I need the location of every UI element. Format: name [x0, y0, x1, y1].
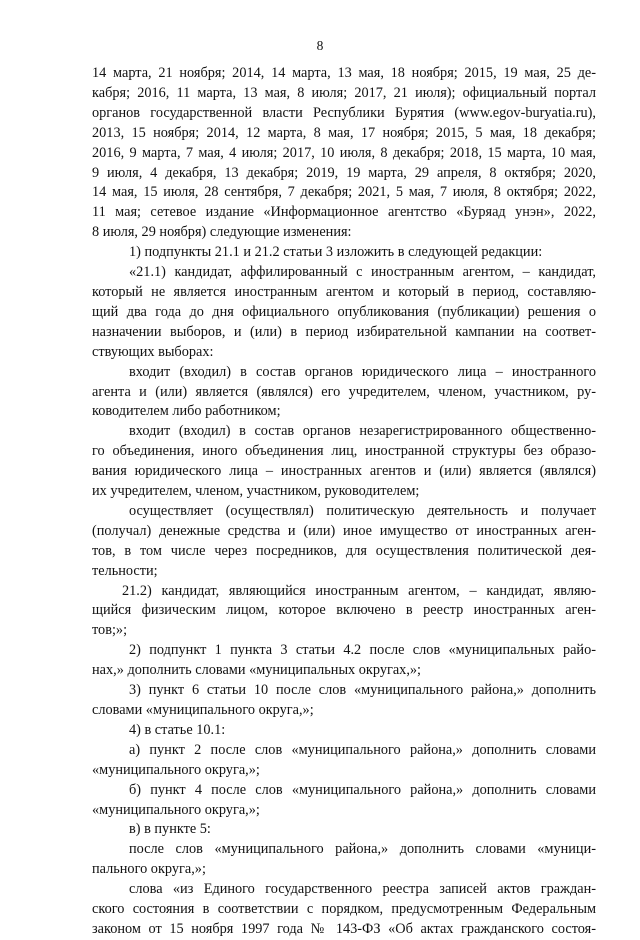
- text-line: в) в пункте 5:: [129, 821, 211, 838]
- text-line: го объединения, иного объединения лиц, иностранной структуры без образо-: [92, 443, 596, 460]
- text-line: кабря; 2016, 11 марта, 13 мая, 8 июля; 2017, 21 июля); официальный портал: [92, 84, 596, 101]
- text-line: входит (входил) в состав органов незарегистрированного общественно-: [129, 423, 596, 440]
- document-body: [92, 64, 596, 940]
- text-line: тов;»;: [92, 622, 128, 639]
- text-line: 4) в статье 10.1:: [129, 721, 226, 738]
- text-line: тов, в том числе через посредников, для осуществления политической дея-: [92, 542, 596, 559]
- text-line: щий два года до дня официального опубликования (публикации) решения о: [92, 303, 596, 320]
- text-line: вания юридического лица – иностранных агентов и (или) является (являлся): [92, 463, 596, 480]
- text-line: 1) подпункты 21.1 и 21.2 статьи 3 изложить в следующей редакции:: [129, 244, 543, 261]
- text-line: 14 мая, 15 июля, 28 сентября, 7 декабря; 2021, 5 мая, 7 июля, 8 октября; 2022,: [92, 184, 596, 201]
- page-number: 8: [316, 38, 324, 53]
- text-line: входит (входил) в состав органов юридического лица – иностранного: [129, 363, 596, 380]
- text-line: щийся физическим лицом, которое включено в реестр иностранных аген-: [92, 602, 596, 619]
- text-line: слова «из Единого государственного реестра записей актов граждан-: [129, 881, 596, 898]
- text-line: пального округа,»;: [92, 861, 206, 878]
- text-line: нах,» дополнить словами «муниципальных округах,»;: [92, 662, 422, 679]
- text-line: «21.1) кандидат, аффилированный с иностранным агентом, – кандидат,: [129, 264, 596, 281]
- text-line: органов государственной власти Республики Бурятия (www.egov-buryatia.ru),: [92, 104, 596, 121]
- text-line: ководителем либо работником;: [92, 403, 281, 420]
- text-line: 3) пункт 6 статьи 10 после слов «муниципального района,» дополнить: [129, 682, 596, 699]
- text-line: 2013, 15 ноября; 2014, 12 марта, 8 мая, 17 ноября; 2015, 5 мая, 18 декабря;: [92, 124, 596, 141]
- text-line: назначении выборов, и (или) в период избирательной кампании на соответ-: [92, 323, 596, 340]
- text-line: 9 июля, 4 декабря, 13 декабря; 2019, 19 марта, 29 апреля, 8 октября; 2020,: [92, 164, 596, 181]
- text-line: б) пункт 4 после слов «муниципального района,» дополнить словами: [129, 781, 596, 798]
- text-line: законом от 15 ноября 1997 года № 143-ФЗ «Об актах гражданского состоя-: [92, 920, 596, 937]
- text-line: их учредителем, членом, участником, руководителем;: [92, 483, 420, 500]
- text-line: (получал) денежные средства и (или) иное имущество от иностранных аген-: [92, 522, 596, 539]
- text-line: ского состояния в соответствии с порядком, предусмотренным Федеральным: [92, 901, 596, 918]
- text-line: 11 мая; сетевое издание «Информационное агентство «Буряад унэн», 2022,: [92, 204, 596, 221]
- text-line: тельности;: [92, 562, 158, 579]
- text-line: 2) подпункт 1 пункта 3 статьи 4.2 после слов «муниципальных райо-: [129, 642, 596, 659]
- text-line: агента и (или) является (являлся) его учредителем, членом, участником, ру-: [92, 383, 596, 400]
- text-line: а) пункт 2 после слов «муниципального района,» дополнить словами: [129, 741, 596, 758]
- text-line: 14 марта, 21 ноября; 2014, 14 марта, 13 мая, 18 ноября; 2015, 19 мая, 25 де-: [92, 65, 596, 81]
- text-line: осуществляет (осуществлял) политическую деятельность и получает: [129, 502, 596, 519]
- text-line: после слов «муниципального района,» дополнить словами «муници-: [129, 841, 596, 858]
- text-line: который не является иностранным агентом и который в период, составляю-: [92, 283, 596, 300]
- text-line: словами «муниципального округа,»;: [92, 702, 314, 718]
- text-line: 2016, 9 марта, 7 мая, 4 июля; 2017, 10 июля, 8 декабря; 2018, 15 марта, 10 мая,: [92, 144, 596, 161]
- text-line: «муниципального округа,»;: [92, 761, 260, 778]
- text-line: 8 июля, 29 ноября) следующие изменения:: [92, 224, 352, 241]
- text-line: «муниципального округа,»;: [92, 801, 260, 818]
- text-line: 21.2) кандидат, являющийся иностранным агентом, – кандидат, являю-: [122, 582, 596, 599]
- text-line: ствующих выборах:: [92, 343, 214, 360]
